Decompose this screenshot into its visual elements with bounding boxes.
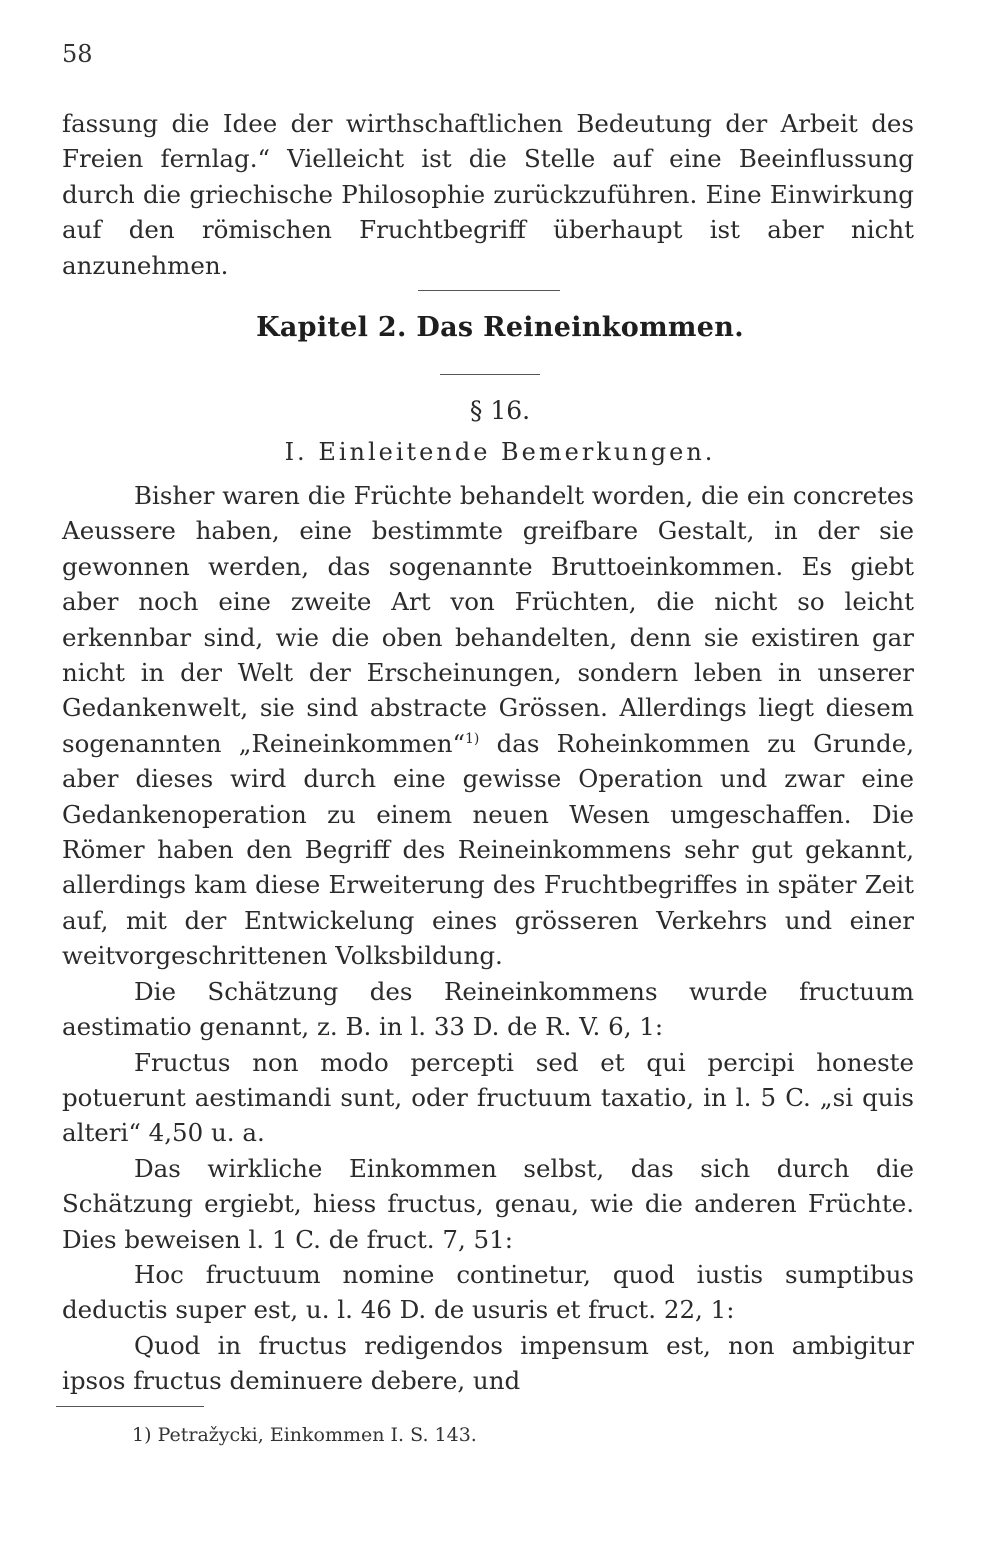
footnote-marker: 1): [132, 1424, 152, 1446]
section-number: § 16.: [469, 396, 531, 425]
paragraph-6: Quod in fructus redigendos impensum est, non ambigitur ipsos fructus deminuere debere, und: [62, 1330, 914, 1396]
chapter-title: Kapitel 2. Das Reineinkommen.: [256, 312, 744, 343]
chapter-rule-top: [418, 290, 560, 291]
paragraph-1-before: Bisher waren die Früchte behandelt worden, die ein concretes Aeussere haben, eine bestimmte greifbare Gestalt, in der sie gewonnen werden, das sogenannte Bruttoeinkommen. Es giebt aber noch eine zweite Art von Früchten, die nicht so leicht erkennbar sind, wie die oben behandelten, denn sie existiren gar nicht in der Welt der Erscheinungen, sondern leben in unserer Gedankenwelt, sie sind abstracte Grössen. Allerdings liegt diesem sogenannten „Reineinkommen“: [62, 481, 914, 758]
intro-paragraph: fassung die Idee der wirthschaftlichen Bedeutung der Arbeit des Freien fernlag.“ Vielleicht ist die Stelle auf eine Beeinflussung durch die griechische Philosophie zurückzuführen. Eine Einwirkung auf den römischen Fruchtbegriff überhaupt ist aber nicht anzunehmen.: [62, 109, 914, 280]
main-text-block: [62, 478, 914, 1399]
footnote: [132, 1424, 477, 1446]
paragraph-3: Fructus non modo percepti sed et qui percipi honeste potuerunt aestimandi sunt, oder fructuum taxatio, in l. 5 C. „si quis alteri“ 4,50 u. a.: [62, 1047, 914, 1148]
page-number: 58: [62, 40, 93, 68]
paragraph-1: [62, 478, 914, 974]
chapter-rule-bottom: [440, 374, 540, 375]
paragraph-5: Hoc fructuum nomine continetur, quod iustis sumptibus deductis super est, u. l. 46 D. de usuris et fruct. 22, 1:: [62, 1259, 914, 1325]
section-heading: I. Einleitende Bemerkungen.: [284, 438, 716, 466]
footnote-reference[interactable]: 1): [465, 730, 480, 747]
footnote-rule: [56, 1406, 204, 1407]
paragraph-4: Das wirkliche Einkommen selbst, das sich durch die Schätzung ergiebt, hiess fructus, genau, wie die anderen Früchte. Dies beweisen l. 1 C. de fruct. 7, 51:: [62, 1153, 914, 1254]
footnote-text: Petražycki, Einkommen I. S. 143.: [157, 1424, 477, 1446]
intro-text-block: [62, 106, 914, 283]
paragraph-2: Die Schätzung des Reineinkommens wurde fructuum aestimatio genannt, z. B. in l. 33 D. de R. V. 6, 1:: [62, 976, 914, 1042]
paragraph-1-after: das Roheinkommen zu Grunde, aber dieses wird durch eine gewisse Operation und zwar eine Gedankenoperation zu einem neuen Wesen umgeschaffen. Die Römer haben den Begriff des Reineinkommens sehr gut gekannt, allerdings kam diese Erweiterung des Fruchtbegriffes in später Zeit auf, mit der Entwickelung eines grösseren Verkehrs und einer weitvorgeschrittenen Volksbildung.: [62, 728, 914, 971]
